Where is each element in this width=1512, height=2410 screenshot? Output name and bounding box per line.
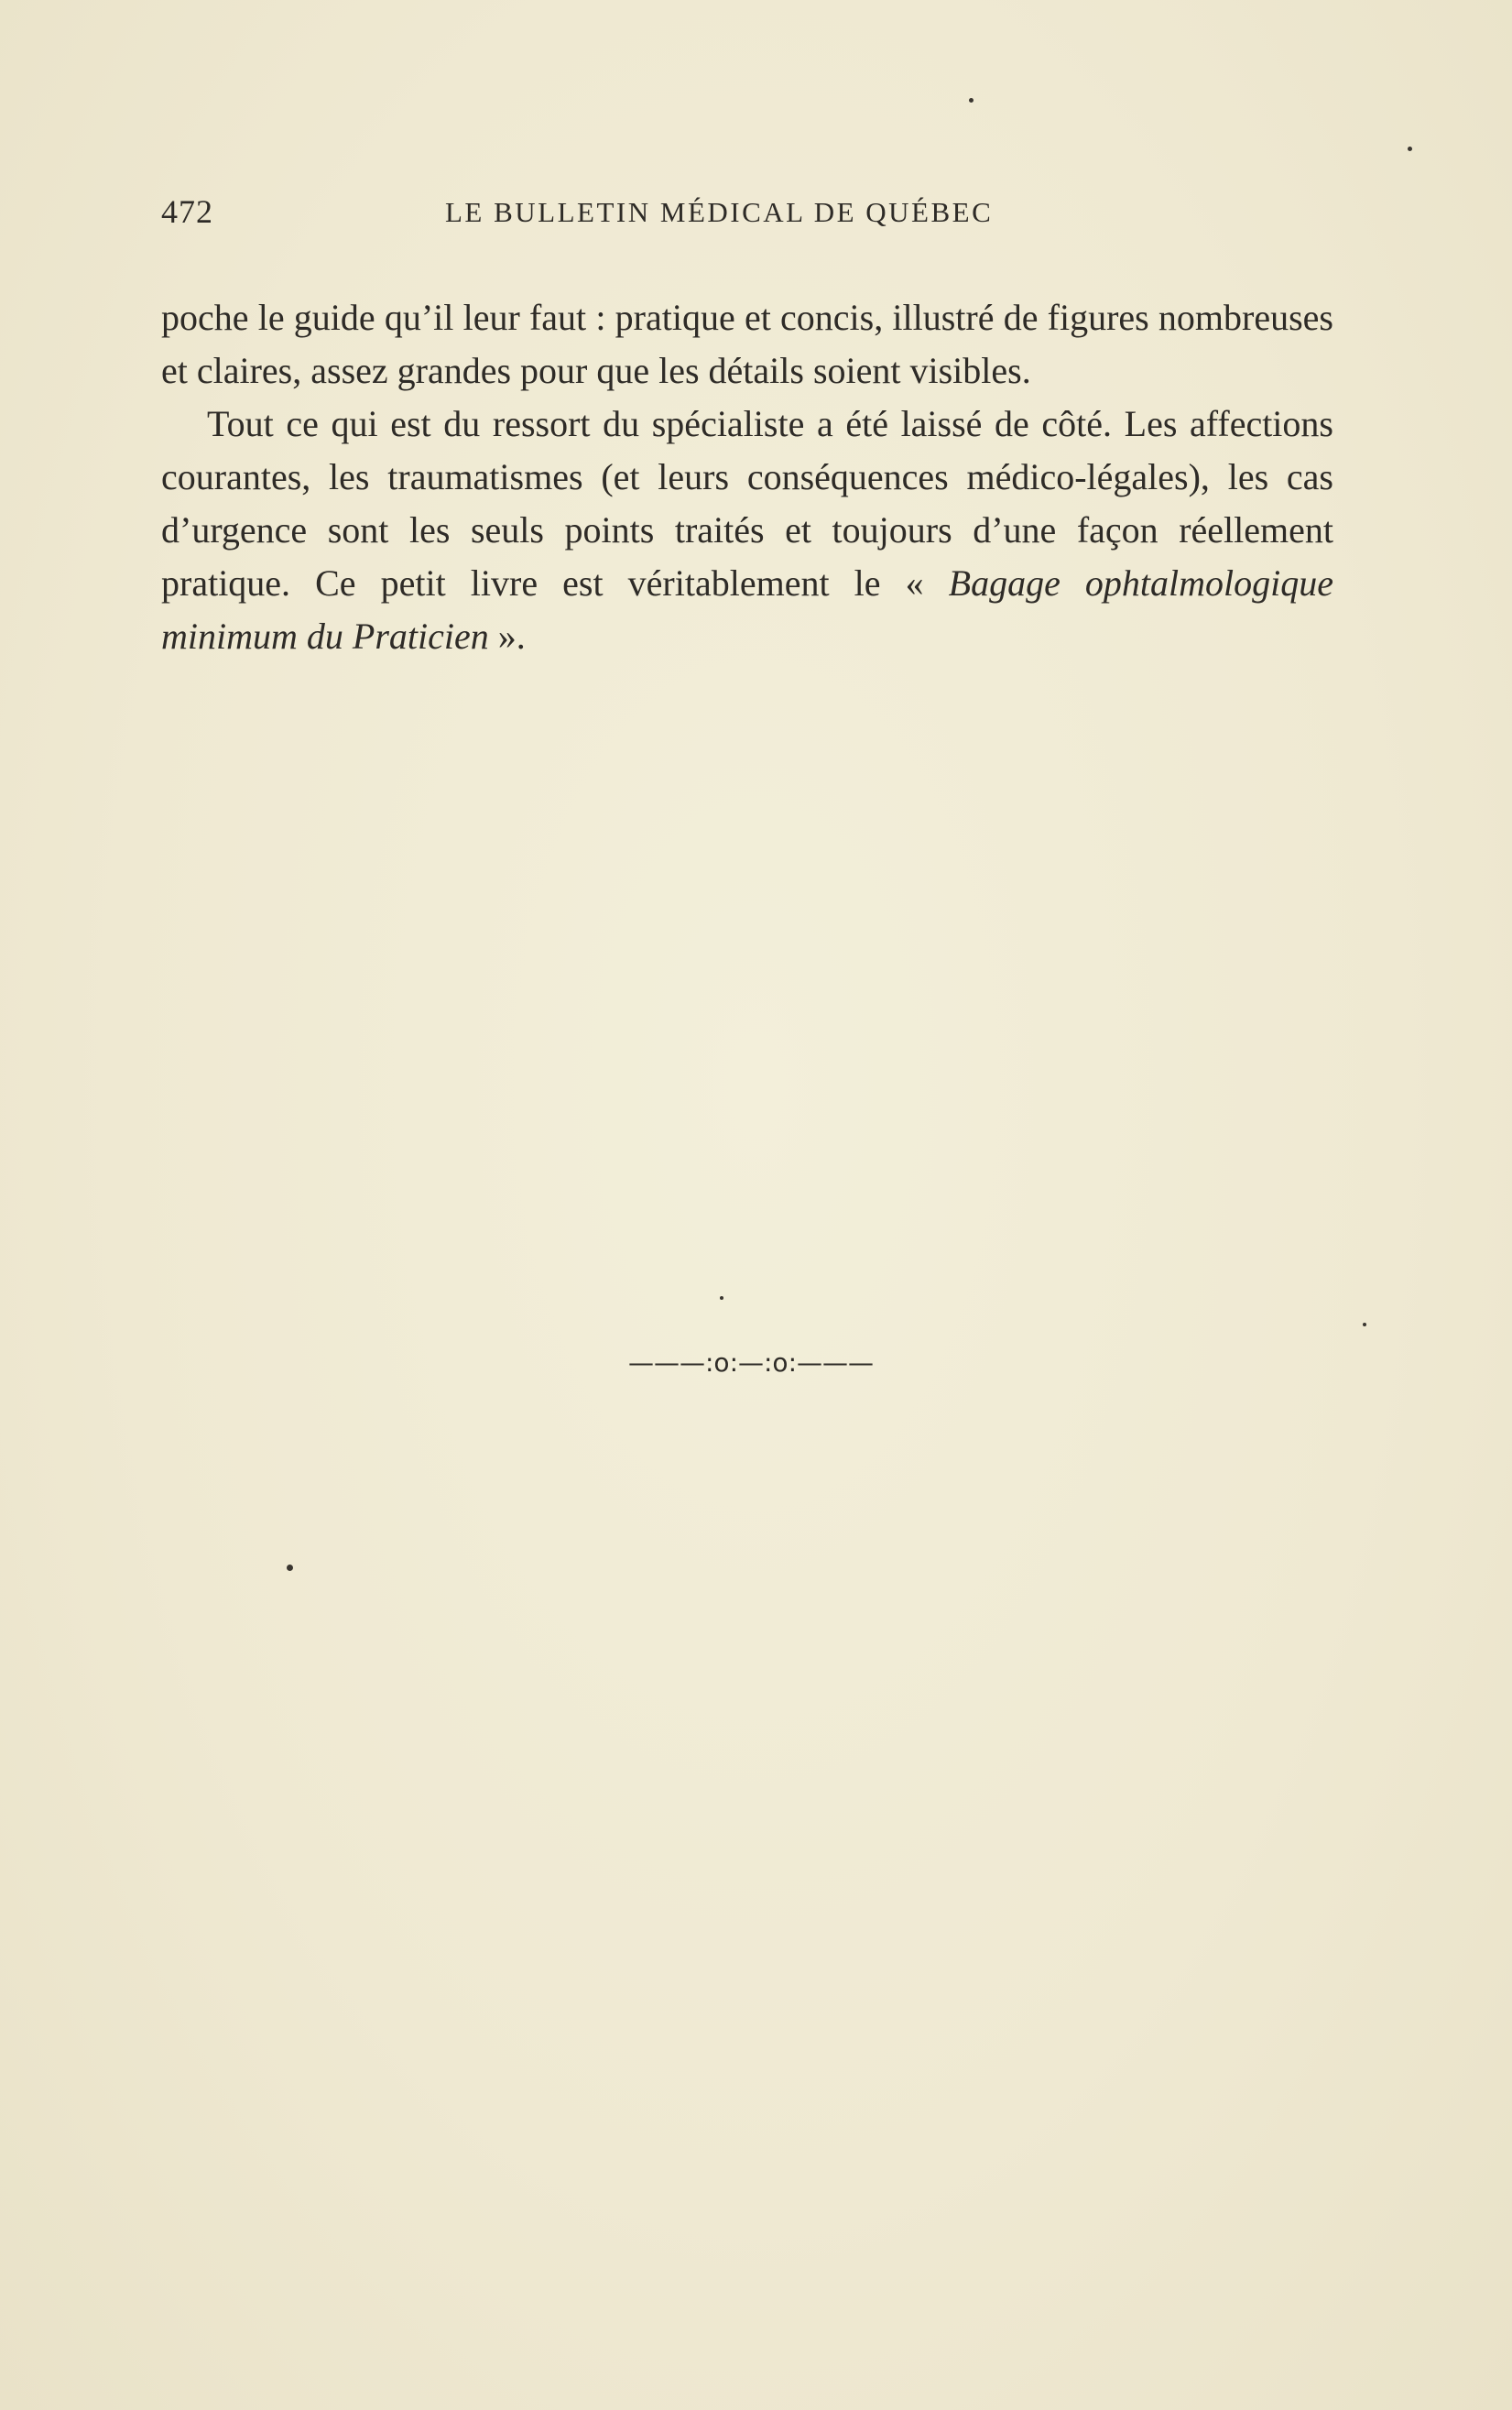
paper-speck [969, 98, 974, 103]
body-text [161, 291, 1333, 663]
section-separator: ———:o:—:o:——— [628, 1347, 874, 1378]
paper-speck [720, 1296, 723, 1300]
paper-speck [1363, 1323, 1366, 1326]
paragraph-2 [161, 398, 1333, 663]
paragraph-1: poche le guide qu’il leur faut : pratique et concis, illustré de figures nombreuses et claires, assez grandes pour que les détails soient visibles. [161, 297, 1333, 391]
paper-speck [1408, 147, 1412, 151]
page-number: 472 [161, 193, 213, 230]
paragraph-2-text: Tout ce qui est du ressort du spécialiste a été laissé de côté. Les affections courantes, les traumatismes (et leurs conséquences médico-légales), les cas d’urgence sont les seuls points traités et toujours d’une façon réellement pratique. Ce petit livre est véritablement le « [161, 403, 1333, 604]
page-header [161, 192, 1333, 238]
paragraph-2-end: ». [488, 616, 526, 657]
paper-speck [287, 1565, 293, 1571]
book-title-italic: Bagage ophtalmologique minimum du Praticien [161, 562, 1334, 657]
running-title: LE BULLETIN MÉDICAL DE QUÉBEC [445, 196, 994, 228]
